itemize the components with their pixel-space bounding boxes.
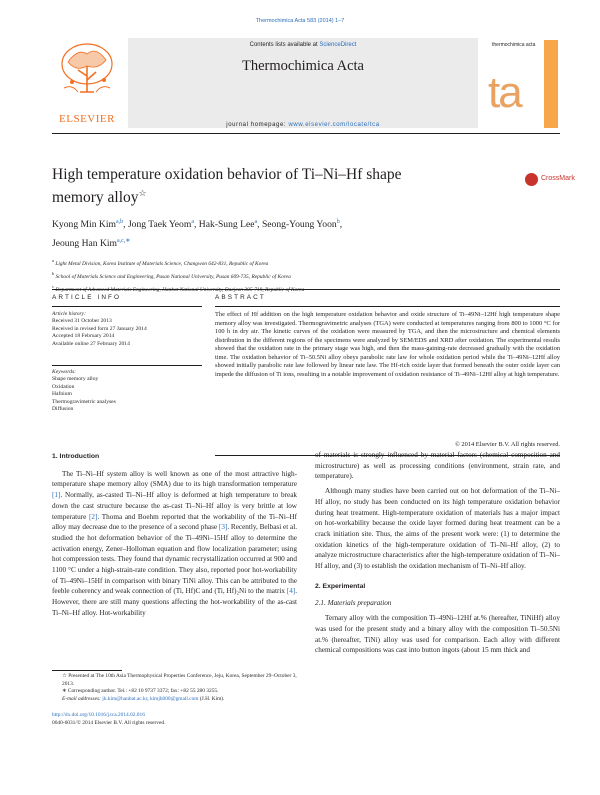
cover-title: thermochimica acta (492, 42, 536, 48)
email-link[interactable]: kimjh000@gmail.com (149, 695, 199, 702)
reference-link[interactable]: [2] (89, 512, 98, 521)
footnote: ∗ Corresponding author. Tel.: +82 10 9737 3372; fax: +82 55 280 3255. (62, 688, 219, 695)
intro-heading: 1. Introduction (52, 453, 100, 460)
article-history (52, 311, 202, 348)
title-footnote-marker[interactable]: ☆ (138, 188, 147, 198)
experimental-heading: 2. Experimental (315, 582, 366, 590)
crossmark-label: CrossMark (541, 175, 575, 182)
materials-subheading: 2.1. Materials preparation (315, 599, 392, 608)
elsevier-wordmark: ELSEVIER (59, 113, 115, 125)
keywords-label: Keywords: (52, 369, 77, 375)
homepage-link[interactable]: www.elsevier.com/locate/tca (288, 122, 380, 128)
footer-meta (52, 712, 297, 727)
crossmark-icon (525, 173, 538, 186)
author[interactable]: Jeoung Han Kim$^{a,c,∗}$ (52, 238, 131, 250)
abstract-rule (215, 306, 560, 307)
author[interactable]: Jong Taek Yeom$^a$ (127, 219, 194, 231)
article-title-text: High temperature oxidation behavior of Ti–Ni–Hf shape memory alloy (52, 166, 402, 207)
header-divider (52, 133, 560, 134)
keyword: Shape memory alloy (52, 376, 99, 383)
reference-link[interactable]: [3] (218, 523, 228, 532)
history-item: Available online 27 February 2014 (52, 340, 130, 347)
affiliation: c (52, 283, 54, 289)
footnote: ☆ Presented at The 10th Asia Thermophysical Properties Conference, Jeju, Korea, September 29–October 3, 2013. (62, 673, 297, 687)
intro-paragraph: The Ti–Ni–Hf system alloy is well known as one of the most attractive high-temperature shape memory alloy (SMA) due to its high transformation temperature [1]. Normally, as-casted Ti–Ni–Hf alloy is deformed at high temperature to break down the cast structure because the as-cast Ti–Ni–Hf alloy is very brittle at low temperature [2]. Thoma and Boehm reported that the workability of the Ti–Ni–Hf alloy may decrease due to the presence of a second phase [3]. Recently, Belbasi et al. studied the hot deformation behavior of the Ti–49Ni–15Hf alloy to determine the activation energy, Zener–Holloman equation and flow localization parameter; using hot compression tests. They found that dynamic recrystallization occurred at 900 and 1100 °C under a high-strain-rate condition. They also, reported poor hot-workability of Ti–49Ni–15Hf in comparison with binary TiNi alloy. This can be attributed to the feeble coherency and weak connection of (Ti, Hf)C and (Ti, Hf)₂Ni to the matrix [4]. However, there are still many questions affecting the hot-workability of the as-cast Ti–Ni–Hf alloy. Hot-workability (52, 469, 298, 617)
keyword: Thermogravimetric analyses (52, 398, 116, 405)
body-column-right (315, 450, 560, 656)
author[interactable]: Hak-Sung Lee$^a$ (198, 219, 258, 231)
abstract-text: The effect of Hf addition on the high temperature oxidation behavior and oxide structure of Ti–49Ni–12Hf high temperature shape memory alloy was investigated. Thermogravimetric analyses (TGA) were conducted at temperatures ranging from 800 to 1000 °C for 100 h in dry air. The kinetic curves of the oxidation were measured by TGA, and then the microstructure and chemical elements distribution in the different regions of the specimens were analyzed by SEM/EDS and XRD after oxidation. The experimental results showed that the oxidation rate in the primary stage was high, and then the mass-gaining-rate decreased gradually with the oxidation time. The oxidation behavior of Ti–50.5Ni alloy obeys parabolic rate law for whole oxidation period while the Ti–49Ni–12Hf alloy showed initially parabolic rate law followed by linear rate law. The Hf-rich oxide layer that formed beneath the outer oxide layer can impede the diffusion of Ti ions, resulting in a notable improvement of oxidation resistance of Ti–49Ni–12Hf alloy at high temperature. (215, 311, 560, 378)
elsevier-logo[interactable] (52, 38, 122, 130)
journal-homepage-line (128, 122, 478, 128)
abstract-heading: ABSTRACT (215, 294, 266, 301)
elsevier-tree-icon (58, 40, 116, 100)
author[interactable]: Seong-Young Yoon$^b$ (261, 219, 340, 231)
body-column-left (52, 452, 297, 619)
body-paragraph: Ternary alloy with the composition Ti–49Ni–12Hf at.% (hereafter, TiNiHf) alloy was used for the present study and a binary alloy with the composition Ti–50.5Ni at.% (hereafter, TiNi) alloy was used for comparison. Each alloy with different chemical compositions was cast into button ingots (about 15 mm thick and (315, 614, 560, 655)
author-list: Kyong Min Kim$^{a,b}$, Jong Taek Yeom$^a$, Hak-Sung Lee$^a$, Seong-Young Yoon$^b$, Jeoung Han Kim$^{a,c,∗}$ (52, 219, 343, 250)
reference-link[interactable]: [4] (286, 587, 296, 596)
history-item: Accepted 18 February 2014 (52, 333, 115, 340)
article-info-rule-2 (52, 365, 202, 366)
journal-masthead (52, 38, 560, 128)
body-paragraph: of materials is strongly influenced by material factors (chemical composition and microstructure) as well as processing conditions (environment, strain rate, and temperature). (315, 451, 560, 481)
footnotes (52, 673, 297, 703)
affiliation: $^a$ Light Metal Division, Korea Institute of Materials Science, Changwon 642-831, Republic of Korea (52, 258, 269, 267)
journal-title[interactable]: Thermochimica Acta (242, 58, 364, 74)
keyword: Oxidation (52, 383, 75, 390)
footnote-rule (52, 670, 122, 671)
keyword: Hafnium (52, 391, 72, 398)
affiliation: $^b$ School of Materials Science and Engineering, Pusan National University, Pusan 609-735, Republic of Korea (52, 270, 291, 280)
issn-line: 0040-6031/© 2014 Elsevier B.V. All rights reserved. (52, 719, 166, 726)
affiliation-divider (52, 289, 560, 290)
history-label: Article history: (52, 311, 87, 317)
masthead-banner (128, 38, 478, 128)
email-link[interactable]: jh.kim@hanbat.ac.kr (102, 695, 148, 702)
cover-band (544, 40, 558, 128)
doi-link[interactable]: http://dx.doi.org/10.1016/j.tca.2014.02.016 (52, 712, 145, 718)
history-item: Received in revised form 27 January 2014 (52, 325, 147, 332)
contents-prefix: Contents lists available at (249, 42, 320, 48)
journal-cover[interactable] (484, 38, 560, 130)
crossmark-badge[interactable] (525, 170, 585, 190)
article-title (52, 165, 452, 207)
keyword: Diffusion (52, 406, 74, 413)
body-paragraph: Although many studies have been carried out on hot deformation of the Ti–Ni–Hf alloy, no study has been conducted on its high temperature oxidation behavior during heat treatment. High-temperature oxidation of materials has a major impact on hot-workability because the oxide layer formed during heat treatment can be a crack initiation site. Thus, the aims of the present work were: (1) to determine the oxidation kinetics of the high-temperature oxidation of Ti–Ni–Hf alloy, (2) to analyze microstructure characteristics after the high-temperature oxidation of Ti–Ni–Hf alloy, and (3) to establish the oxidation mechanism of Ti–Ni–Hf alloy. (315, 487, 560, 571)
article-info-rule (52, 306, 202, 307)
history-item: Received 31 October 2013 (52, 318, 112, 325)
abstract-copyright: © 2014 Elsevier B.V. All rights reserved. (454, 441, 560, 448)
email-line: E-mail addresses: jh.kim@hanbat.ac.kr, kimjh000@gmail.com (J.H. Kim). (62, 695, 225, 702)
keywords (52, 369, 202, 413)
sciencedirect-link[interactable]: ScienceDirect (319, 42, 357, 48)
reference-link[interactable]: [1] (52, 491, 61, 500)
cover-ta-logo: ta (488, 68, 521, 117)
homepage-label: journal homepage: (226, 122, 289, 128)
journal-citation[interactable]: Thermochimica Acta 583 (2014) 1–7 (255, 18, 345, 24)
contents-available-line (128, 42, 478, 48)
article-info-heading: ARTICLE INFO (52, 294, 122, 301)
author[interactable]: Kyong Min Kim$^{a,b}$ (52, 219, 124, 231)
